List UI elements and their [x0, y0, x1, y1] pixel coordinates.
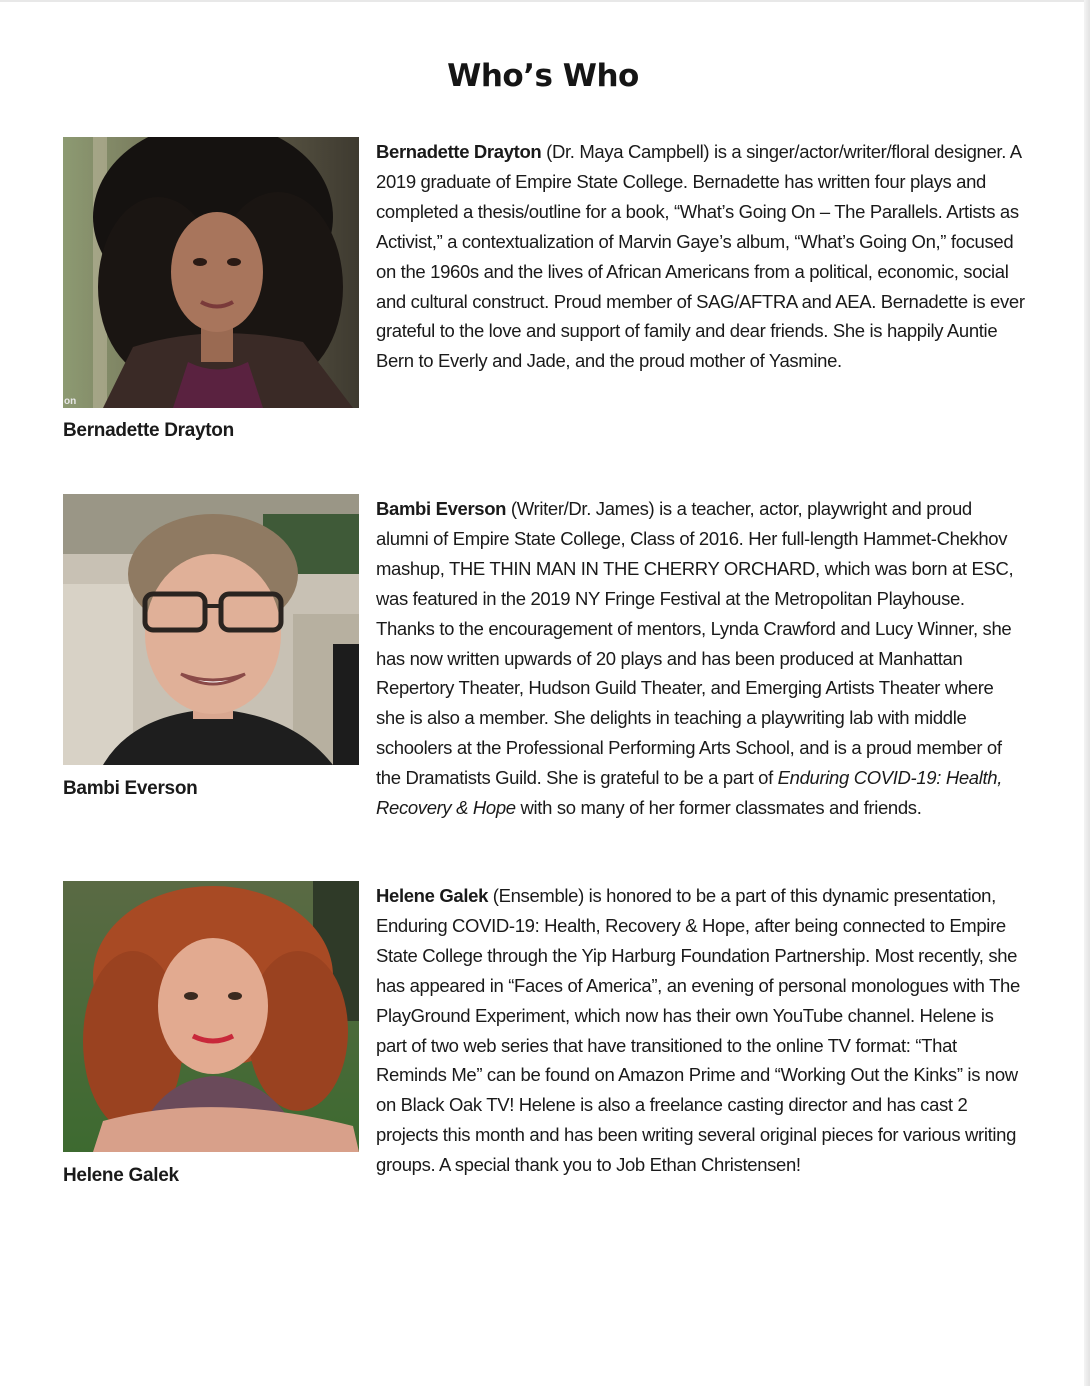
- bio-entry-helene-galek: [63, 881, 1033, 1201]
- page-title: Who’s Who: [447, 58, 639, 94]
- bio-entry-bambi-everson: [63, 494, 1033, 834]
- headshot-photo: [63, 494, 359, 765]
- headshot-bernadette-drayton-image: [63, 137, 359, 408]
- bio-name: Bernadette Drayton: [376, 141, 542, 162]
- page-edge-shadow: [1084, 0, 1090, 1386]
- bio-text: (Writer/Dr. James) is a teacher, actor, playwright and proud alumni of Empire State College, Class of 2016. Her full-length Hammet-Chekhov mashup, THE THIN MAN IN THE CHERRY ORCHARD, which was born at ESC, was featured in the 2019 NY Fringe Festival at the Metropolitan Playhouse. Thanks to the encouragement of mentors, Lynda Crawford and Lucy Winner, she has now written upwards of 20 plays and has been produced at Manhattan Repertory Theater, Hudson Guild Theater, and Emerging Artists Theater where she is also a member. She delights in teaching a playwriting lab with middle schoolers at the Professional Performing Arts School, and is a proud member of the Dramatists Guild. She is grateful to be a part of: [376, 498, 1014, 789]
- bio-text-end: with so many of her former classmates and friends.: [515, 797, 922, 819]
- bio-title-italic: Enduring COVID-19: Health, Recovery & Hope: [376, 767, 1002, 819]
- bio-entry-bernadette-drayton: [63, 137, 1033, 447]
- photo-caption: Bambi Everson: [63, 778, 198, 799]
- photo-caption: Helene Galek: [63, 1165, 179, 1186]
- bio-text: (Dr. Maya Campbell) is a singer/actor/writer/floral designer. A 2019 graduate of Empire State College. Bernadette has written four plays and completed a thesis/outline for a book, “What’s Going On – The Parallels. Artists as Activist,” a contextualization of Marvin Gaye’s album, “What’s Going On,” focused on the 1960s and the lives of African Americans from a political, economic, social and cultural construct. Proud member of SAG/AFTRA and AEA. Bernadette is ever grateful to the love and support of family and dear friends. She is happily Auntie Bern to Everly and Jade, and the proud mother of Yasmine.: [376, 141, 1025, 372]
- headshot-helene-galek-image: [63, 881, 359, 1152]
- photo-caption: Bernadette Drayton: [63, 420, 234, 441]
- headshot-bambi-everson-image: [63, 494, 359, 765]
- bio-paragraph: [376, 137, 1026, 376]
- bio-paragraph: [376, 881, 1026, 1180]
- photo-corner-mark: on: [64, 396, 77, 407]
- headshot-photo: [63, 137, 359, 408]
- headshot-photo: [63, 881, 359, 1152]
- bio-name: Helene Galek: [376, 885, 489, 906]
- bio-name: Bambi Everson: [376, 498, 507, 519]
- bio-text: (Ensemble) is honored to be a part of this dynamic presentation, Enduring COVID-19: Health, Recovery & Hope, after being connected to Empire State College through the Yip Harburg Foundation Partnership. Most recently, she has appeared in “Faces of America”, an evening of personal monologues with The PlayGround Experiment, which now has their own YouTube channel. Helene is part of two web series that have transitioned to the online TV format: “That Reminds Me” can be found on Amazon Prime and “Working Out the Kinks” is now on Black Oak TV! Helene is also a freelance casting director and has cast 2 projects this month and has been writing several original pieces for various writing groups. A special thank you to Job Ethan Christensen!: [376, 885, 1020, 1176]
- bio-paragraph: [376, 494, 1026, 823]
- page-top-rule: [0, 0, 1090, 2]
